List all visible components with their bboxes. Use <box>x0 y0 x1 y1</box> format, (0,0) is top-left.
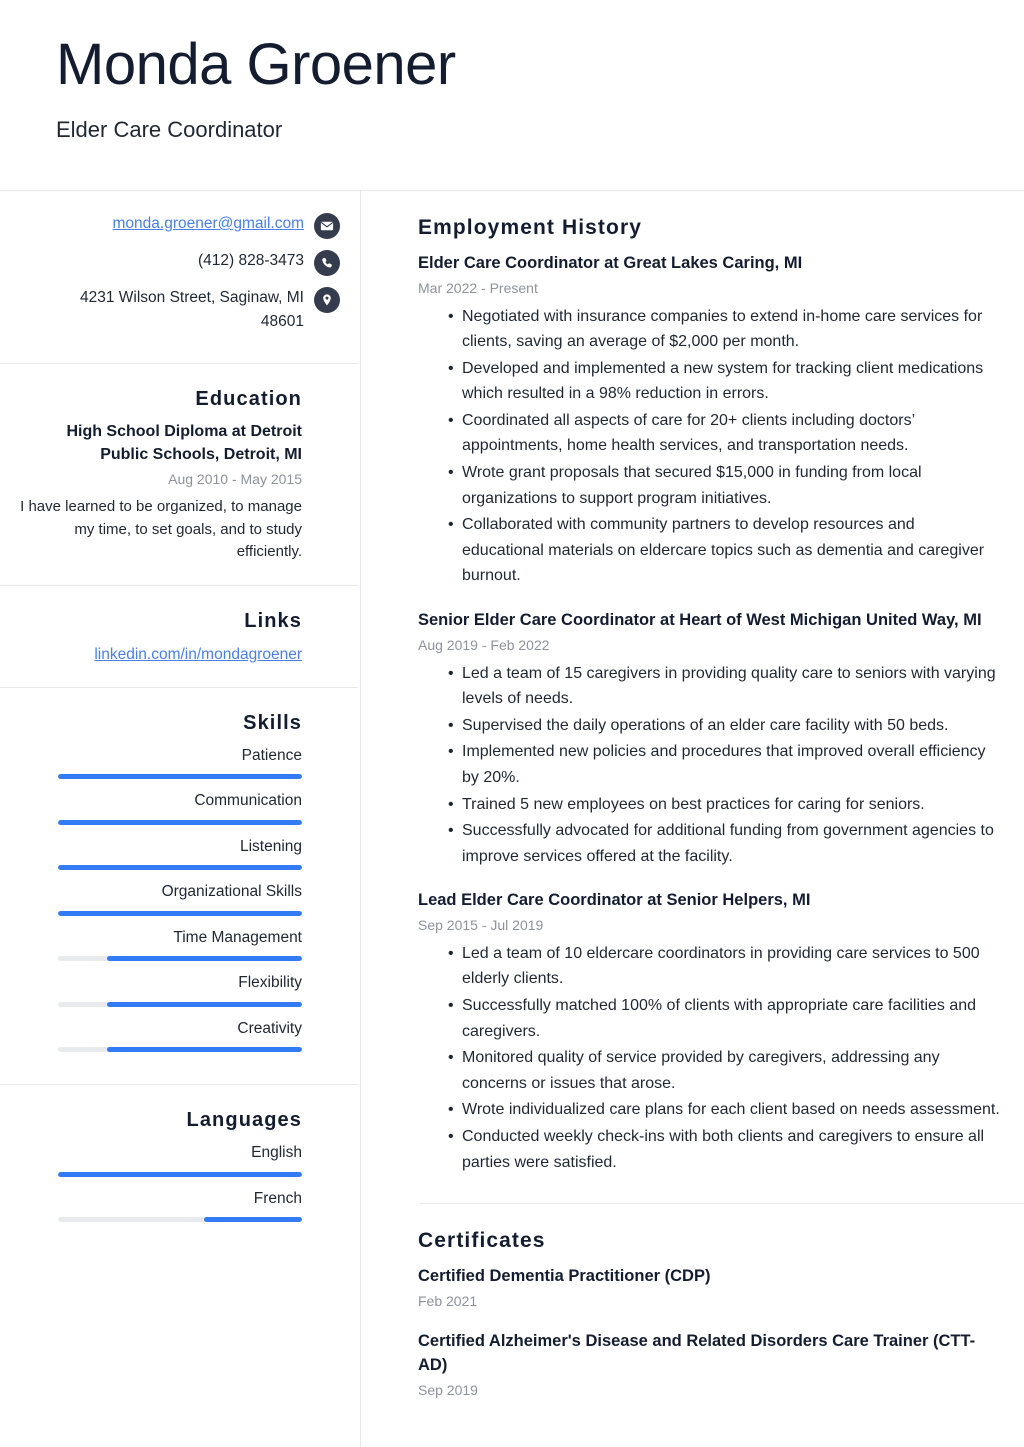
job-entry <box>418 889 1000 1175</box>
skill-level-bar <box>58 1047 302 1052</box>
language-level-fill <box>58 1172 302 1177</box>
job-bullet: • Conducted weekly check-ins with both clients and caregivers to ensure all parties were satisfied. <box>448 1124 1000 1175</box>
job-bullet: • Developed and implemented a new system for tracking client medications which resulted in a 98% reduction in errors. <box>448 356 1000 407</box>
skill-item <box>20 790 302 824</box>
skill-level-bar <box>58 956 302 961</box>
certificates-divider <box>420 1203 1024 1204</box>
job-bullet: • Successfully matched 100% of clients with appropriate care facilities and caregivers. <box>448 993 1000 1044</box>
job-entry <box>418 252 1000 589</box>
contact-row-email[interactable] <box>20 212 340 239</box>
skills-section <box>0 688 360 1085</box>
job-title: Senior Elder Care Coordinator at Heart of West Michigan United Way, MI <box>418 611 982 630</box>
skill-label: Patience <box>241 746 302 764</box>
language-level-bar <box>58 1172 302 1177</box>
skill-level-bar <box>58 774 302 779</box>
skill-level-fill <box>58 865 302 870</box>
skill-level-fill <box>107 956 302 961</box>
address-text: 4231 Wilson Street, Saginaw, MI 48601 <box>79 289 304 331</box>
job-bullet: • Led a team of 15 caregivers in providing quality care to seniors with varying levels of needs. <box>448 661 1000 712</box>
job-bullet-list <box>418 304 1000 590</box>
job-bullet: • Led a team of 10 eldercare coordinators in providing care services to 500 elderly clients. <box>448 941 1000 992</box>
skill-item <box>20 972 302 1006</box>
certificate-date: Feb 2021 <box>418 1293 478 1310</box>
job-bullet: • Wrote grant proposals that secured $15,000 in funding from local organizations to support program initiatives. <box>448 460 1000 511</box>
languages-heading: Languages <box>186 1109 302 1132</box>
skill-item <box>20 836 302 870</box>
job-bullet-list <box>418 661 1000 870</box>
skill-label: Communication <box>194 792 302 810</box>
language-item <box>20 1142 302 1176</box>
contact-section <box>0 190 360 364</box>
job-date: Mar 2022 - Present <box>418 279 538 296</box>
certificate-name: Certified Alzheimer's Disease and Related Disorders Care Trainer (CTT-AD) <box>418 1331 976 1374</box>
certificates-heading: Certificates <box>418 1229 546 1253</box>
job-date: Aug 2019 - Feb 2022 <box>418 636 550 653</box>
phone-icon <box>314 250 340 276</box>
envelope-icon <box>314 213 340 239</box>
languages-section <box>0 1085 360 1255</box>
certificate-date: Sep 2019 <box>418 1381 478 1398</box>
language-label: English <box>251 1144 302 1162</box>
skill-label: Organizational Skills <box>161 883 302 901</box>
skill-level-bar <box>58 911 302 916</box>
job-bullet: • Wrote individualized care plans for each client based on needs assessment. <box>448 1097 1000 1123</box>
job-bullet: • Coordinated all aspects of care for 20+ clients including doctors’ appointments, home health services, and transportation needs. <box>448 408 1000 459</box>
education-section <box>0 364 360 586</box>
location-pin-icon <box>314 287 340 313</box>
main-content <box>360 190 1024 1418</box>
education-entry <box>20 421 302 564</box>
job-bullet-list <box>418 941 1000 1175</box>
links-heading: Links <box>244 609 302 632</box>
employment-section <box>418 190 1000 1203</box>
skill-label: Listening <box>239 837 302 855</box>
sidebar <box>0 190 360 1255</box>
job-bullet: • Supervised the daily operations of an elder care facility with 50 beds. <box>448 713 1000 739</box>
phone-number: (412) 828-3473 <box>198 252 304 269</box>
job-title: Elder Care Coordinator at Great Lakes Caring, MI <box>418 254 803 272</box>
job-bullet: • Monitored quality of service provided by caregivers, addressing any concerns or issues that arose. <box>448 1045 1000 1096</box>
skill-label: Creativity <box>237 1019 302 1037</box>
header-job-title: Elder Care Coordinator <box>56 116 283 142</box>
language-level-fill <box>204 1217 302 1222</box>
job-date: Sep 2015 - Jul 2019 <box>418 917 544 934</box>
job-title: Lead Elder Care Coordinator at Senior Helpers, MI <box>418 891 811 910</box>
skill-level-bar <box>58 1002 302 1007</box>
skill-level-bar <box>58 865 302 870</box>
linkedin-link[interactable]: linkedin.com/in/mondagroener <box>94 645 302 663</box>
job-bullet: • Negotiated with insurance companies to extend in-home care services for clients, saving an average of $2,000 per month. <box>448 304 1000 355</box>
skill-level-fill <box>58 820 302 825</box>
language-level-bar <box>58 1217 302 1222</box>
skill-level-fill <box>58 774 302 779</box>
skill-item <box>20 927 302 961</box>
job-bullet: • Trained 5 new employees on best practices for caring for seniors. <box>448 792 1000 818</box>
education-degree: High School Diploma at Detroit Public Schools, Detroit, MI <box>66 423 302 463</box>
language-label: French <box>253 1189 302 1207</box>
skill-level-fill <box>58 911 302 916</box>
skills-heading: Skills <box>243 711 302 734</box>
employment-heading: Employment History <box>418 216 643 239</box>
skill-item <box>20 881 302 915</box>
certificate-entry <box>418 1265 1000 1312</box>
skill-level-fill <box>107 1002 302 1007</box>
contact-row-address <box>20 286 340 334</box>
skill-label: Time Management <box>173 928 302 946</box>
page-title: Monda Groener <box>56 32 456 97</box>
certificates-section <box>418 1203 1000 1400</box>
skill-item <box>20 1018 302 1052</box>
education-heading: Education <box>195 388 302 411</box>
job-bullet: • Collaborated with community partners to develop resources and educational materials on eldercare topics such as dementia and caregiver burnout. <box>448 512 1000 589</box>
skill-level-fill <box>107 1047 302 1052</box>
job-bullet: • Successfully advocated for additional funding from government agencies to improve services offered at the facility. <box>448 818 1000 869</box>
skill-item <box>20 745 302 779</box>
skill-level-bar <box>58 820 302 825</box>
links-section <box>0 586 360 688</box>
job-bullet: • Implemented new policies and procedures that improved overall efficiency by 20%. <box>448 739 1000 790</box>
contact-row-phone <box>20 249 340 276</box>
certificate-entry <box>418 1330 1000 1400</box>
job-entry <box>418 609 1000 869</box>
email-link[interactable]: monda.groener@gmail.com <box>112 215 304 232</box>
education-description: I have learned to be organized, to manage my time, to set goals, and to study efficiently. <box>20 498 302 561</box>
education-date: Aug 2010 - May 2015 <box>168 471 302 488</box>
resume-header <box>0 0 1024 190</box>
language-item <box>20 1188 302 1222</box>
certificate-name: Certified Dementia Practitioner (CDP) <box>418 1267 711 1286</box>
skill-label: Flexibility <box>238 974 302 992</box>
resume-body <box>0 190 1024 1418</box>
